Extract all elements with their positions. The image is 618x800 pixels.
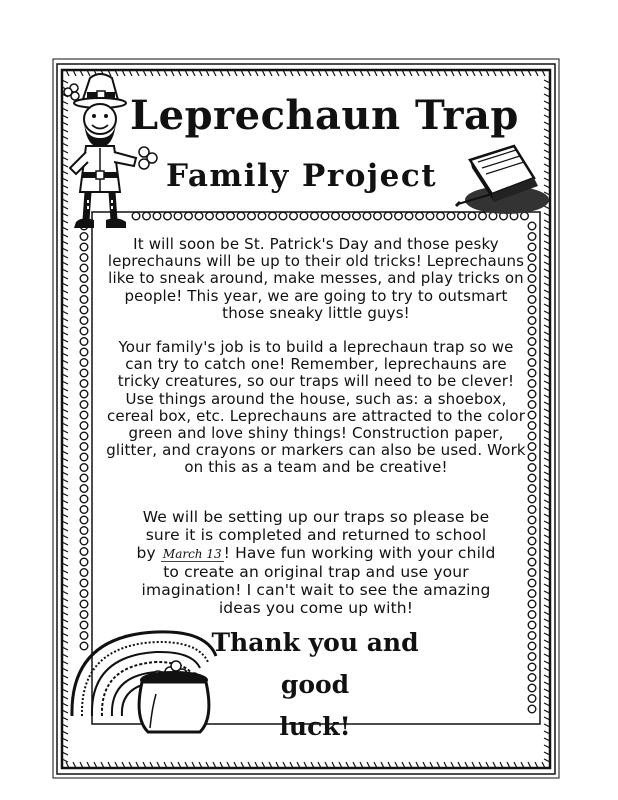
after-date-text: ! Have fun working with your child (223, 544, 496, 562)
instructions-paragraph: Your family's job is to build a leprechaun trap so we can try to catch one! Remember, leprechauns are tricky creatures, so our traps will need to be clever! Use things around the house, such as: a shoebox, cereal box, etc. Leprechauns are attracted to the color green and love shiny things! Construction paper, glitter, and crayons or markers can also be used. Work on this as a team and be creative! (106, 338, 526, 477)
intro-paragraph: It will soon be St. Patrick's Day and those pesky leprechauns will be up to their old tricks! Leprechauns like to sneak around, make messes, and play tricks on people! This year, we are going to try to outsmart those sneaky little guys! (107, 235, 525, 322)
paragraph-line (106, 544, 526, 563)
closing-message (205, 622, 425, 748)
page-subtitle: Family Project (166, 158, 438, 194)
page-title: Leprechaun Trap (130, 92, 519, 139)
due-date-paragraph (106, 508, 526, 617)
paragraph-line: to create an original trap and use your (163, 563, 469, 581)
due-date: March 13 (162, 547, 222, 561)
paragraph-line: sure it is completed and returned to school (145, 526, 487, 544)
paragraph-line: imagination! I can't wait to see the amazing (141, 581, 491, 599)
paragraph-line: ideas you come up with! (218, 599, 414, 617)
closing-line: Thank you and good (211, 628, 419, 699)
by-text: by (136, 544, 156, 562)
pot-of-gold-icon (134, 668, 214, 740)
paragraph-line: We will be setting up our traps so please be (142, 508, 490, 526)
box-trap-icon (452, 138, 552, 220)
closing-line: luck! (279, 712, 351, 741)
